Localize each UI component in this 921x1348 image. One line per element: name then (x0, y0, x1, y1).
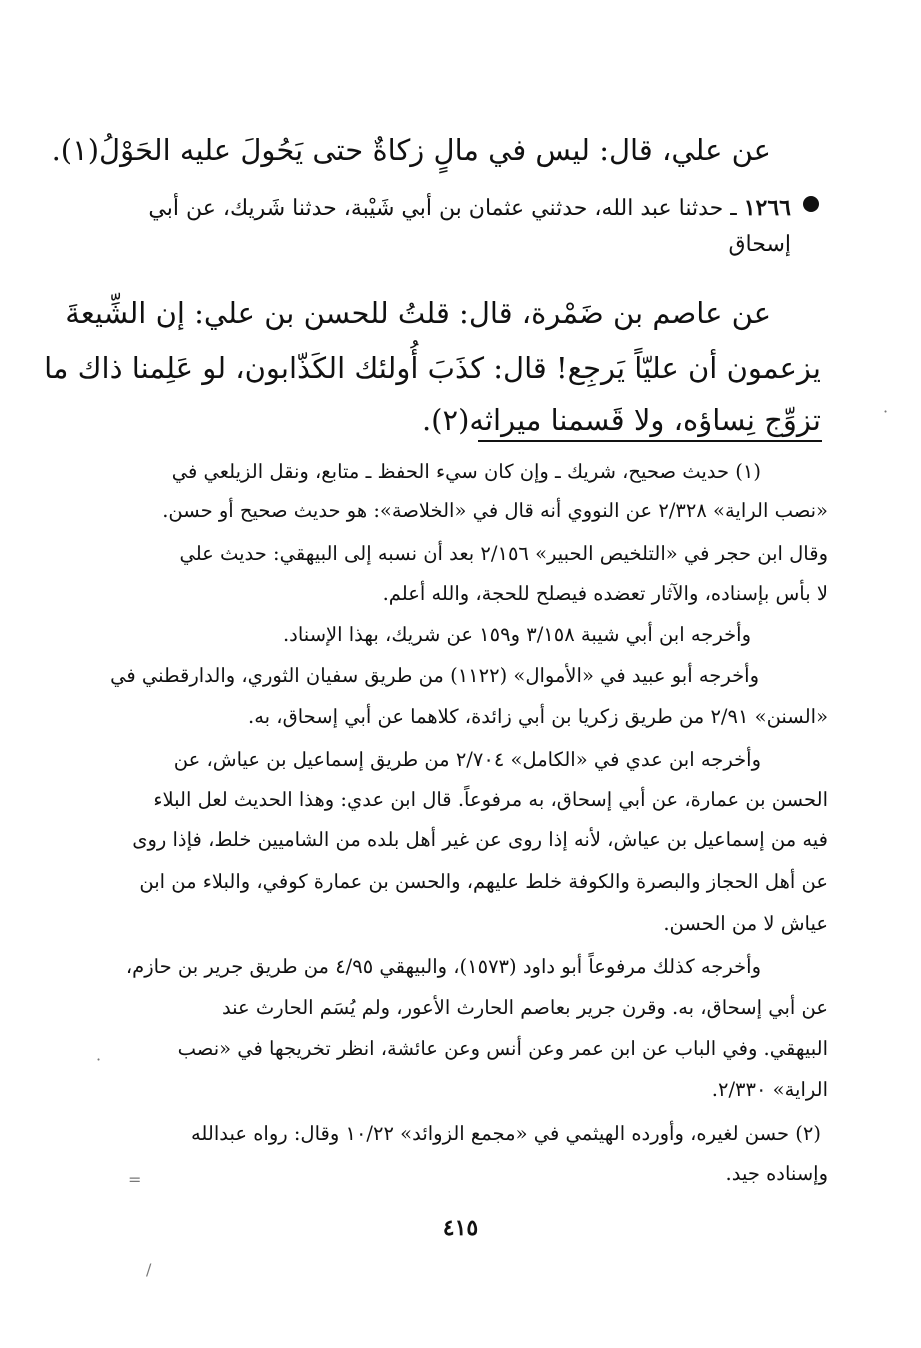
footnote-line: وأخرجه ابن أبي شيبة ٣/١٥٨ و١٥٩ عن شريك، بهذا الإسناد. (282, 623, 751, 646)
footnote-line: وأخرجه ابن عدي في «الكامل» ٢/٧٠٤ من طريق إسماعيل بن عياش، عن (173, 748, 761, 771)
top-text-line: عن علي، قال: ليس في مالٍ زكاةٌ حتى يَحُولَ عليه الحَوْلُ(١). (51, 133, 771, 167)
scan-mark: · (96, 1050, 102, 1069)
footnote-line: «السنن» ٢/٩١ من طريق زكريا بن أبي زائدة، كلاهما عن أبي إسحاق، به. (248, 705, 828, 728)
scan-mark: = (128, 1170, 142, 1189)
footnote-line: (١) حديث صحيح، شريك ـ وإن كان سيء الحفظ ـ متابع، ونقل الزيلعي في (171, 460, 761, 483)
footnote-line: عياش لا من الحسن. (663, 912, 828, 935)
hadith-isnad: ـ حدثنا عبد الله، حدثني عثمان بن أبي شَيْبة، حدثنا شَريك، عن أبي إسحاق (148, 196, 791, 257)
footnote-line: عن أهل الحجاز والبصرة والكوفة خلط عليهم، والحسن بن عمارة كوفي، والبلاء من ابن (139, 870, 828, 893)
footnote-line: وأخرجه أبو عبيد في «الأموال» (١١٢٢) من طريق سفيان الثوري، والدارقطني في (110, 664, 759, 687)
hadith-bullet-icon (803, 196, 819, 212)
footnote-line: الحسن بن عمارة، عن أبي إسحاق، به مرفوعاً. قال ابن عدي: وهذا الحديث لعل البلاء (153, 788, 828, 811)
matn-line: عن عاصم بن ضَمْرة، قال: قلتُ للحسن بن علي: إن الشِّيعةَ (65, 296, 771, 330)
matn-line: تزوِّج نِساؤه، ولا قَسمنا ميراثه(٢). (421, 403, 821, 437)
footnote-line: لا بأس بإسناده، والآثار تعضده فيصلح للحجة، والله أعلم. (382, 582, 828, 605)
page-number: ٤١٥ (442, 1215, 479, 1241)
hadith-number: ١٢٦٦ (743, 195, 791, 221)
footnote-line: عن أبي إسحاق، به. وقرن جرير بعاصم الحارث الأعور، ولم يُسَم الحارث عند (221, 996, 828, 1019)
matn-line: يزعمون أن عليّاً يَرجِع! قال: كذَبَ أُولئك الكَذّابون، لو عَلِمنا ذاك ما (44, 351, 821, 385)
footnote-line: وأخرجه كذلك مرفوعاً أبو داود (١٥٧٣)، والبيهقي ٤/٩٥ من طريق جرير بن حازم، (125, 955, 761, 978)
footnote-line: وقال ابن حجر في «التلخيص الحبير» ٢/١٥٦ بعد أن نسبه إلى البيهقي: حديث علي (179, 542, 828, 565)
footnote-line: «نصب الراية» ٢/٣٢٨ عن النووي أنه قال في «الخلاصة»: هو حديث صحيح أو حسن. (162, 499, 828, 522)
footnote-separator (478, 440, 822, 442)
footnote-line: فيه من إسماعيل بن عياش، لأنه إذا روى عن غير أهل بلده من الشاميين خلط، فإذا روى (132, 828, 828, 851)
footnote-line: البيهقي. وفي الباب عن ابن عمر وعن أنس وعن عائشة، انظر تخريجها في «نصب (177, 1037, 828, 1060)
footnote-line: (٢) حسن لغيره، وأورده الهيثمي في «مجمع الزوائد» ١٠/٢٢ وقال: رواه عبدالله (190, 1122, 821, 1145)
footnote-line: الراية» ٢/٣٣٠. (711, 1078, 828, 1101)
scan-mark: / (146, 1260, 152, 1279)
hadith-header (119, 190, 791, 263)
scan-mark: · (883, 402, 889, 421)
footnote-line: وإسناده جيد. (725, 1162, 828, 1185)
